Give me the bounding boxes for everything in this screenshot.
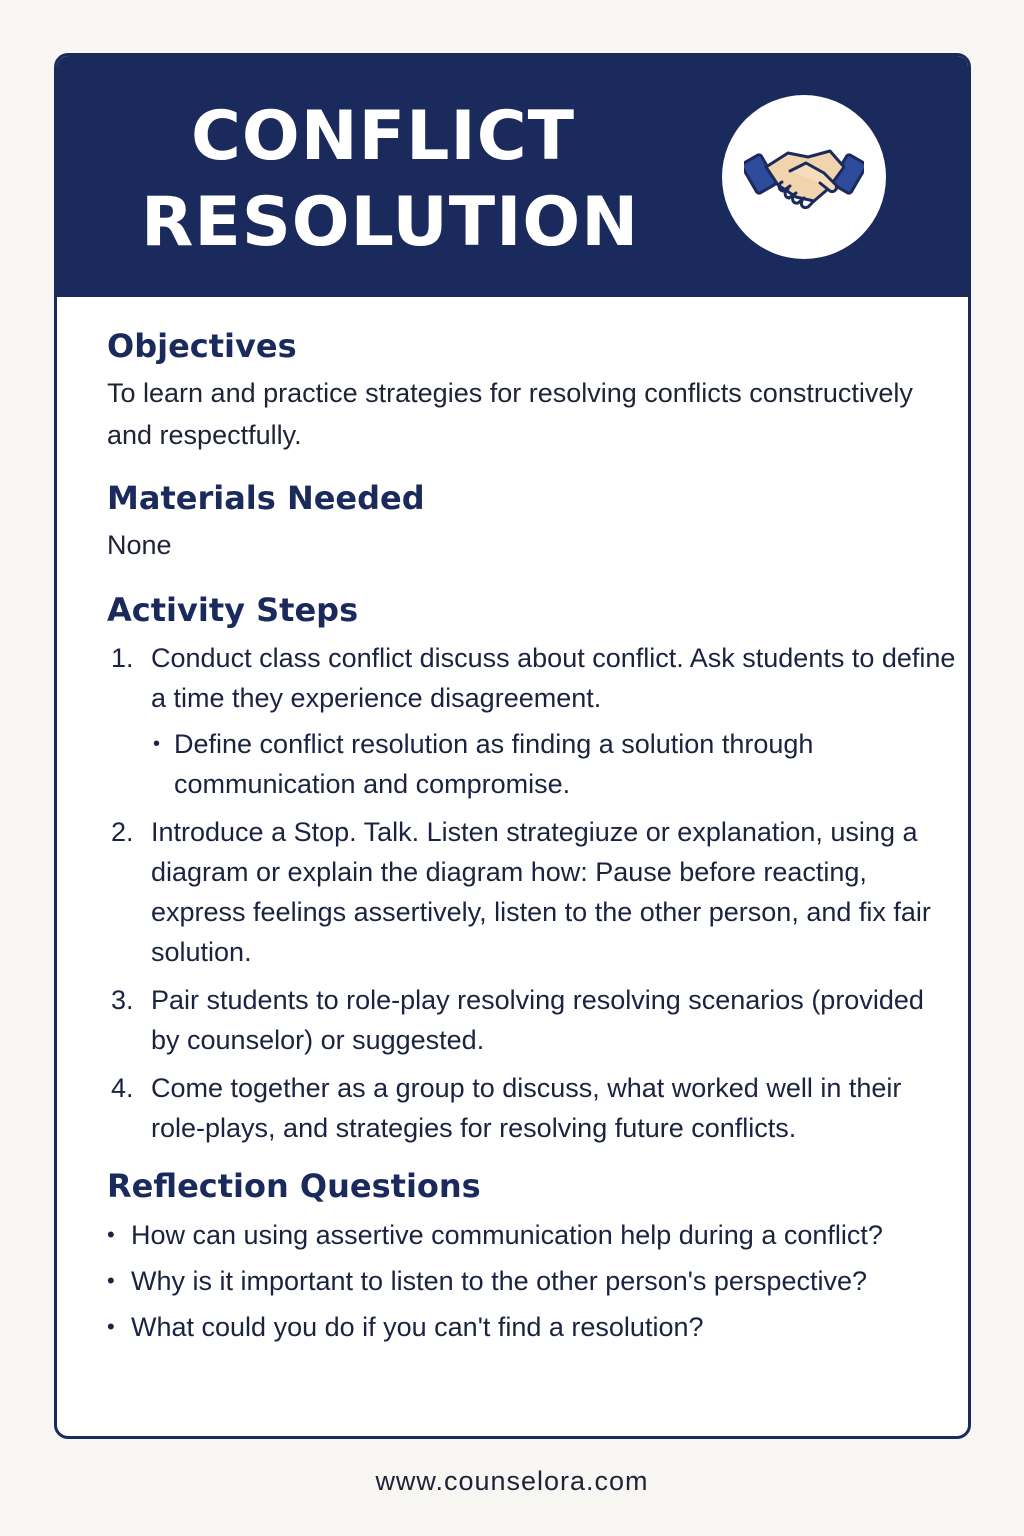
activity-heading: Activity Steps [107,591,359,629]
activity-step [107,638,957,804]
step-text: Pair students to role-play resolving resolving scenarios (provided by counselor) or suggested. [151,985,924,1055]
footer-url: www.counselora.com [375,1466,649,1496]
handshake-icon [722,95,886,259]
step-number: 1. [111,643,134,673]
reflection-question: • What could you do if you can't find a resolution? [107,1304,957,1350]
objectives-section [107,326,957,456]
activity-step [107,812,957,972]
step-number: 2. [111,817,134,847]
materials-heading: Materials Needed [107,479,425,517]
activity-step [107,980,957,1060]
activity-steps-list [107,638,957,1148]
objectives-heading: Objectives [107,327,297,365]
title-line-1: CONFLICT [191,97,575,176]
reflection-section [107,1166,957,1350]
step-text: Come together as a group to discuss, what worked well in their role-plays, and strategies for resolving future conflicts. [151,1073,902,1143]
step-text: Introduce a Stop. Talk. Listen strategiuze or explanation, using a diagram or explain the diagram how: Pause before reacting, express feelings assertively, listen to the other person, and fix fair solution. [151,817,931,967]
reflection-question: • Why is it important to listen to the other person's perspective? [107,1258,957,1304]
reflection-list [107,1212,957,1350]
page-title [141,94,701,266]
step-text: Conduct class conflict discuss about conflict. Ask students to define a time they experience disagreement. [151,643,956,713]
reflection-heading: Reflection Questions [107,1167,481,1205]
materials-section [107,478,957,566]
activity-step [107,1068,957,1148]
materials-text: None [107,530,172,560]
card-content [107,326,957,1350]
step-number: 4. [111,1073,134,1103]
card-header [57,56,968,297]
title-line-2: RESOLUTION [141,183,640,262]
activity-card [54,53,971,1439]
reflection-question: • How can using assertive communication help during a conflict? [107,1212,957,1258]
step-subitem: • Define conflict resolution as finding a solution through communication and compromise. [151,724,957,804]
objectives-text: To learn and practice strategies for resolving conflicts constructively and respectfully. [107,378,913,450]
activity-section [107,590,957,1148]
step-number: 3. [111,985,134,1015]
step-sublist [151,724,957,804]
